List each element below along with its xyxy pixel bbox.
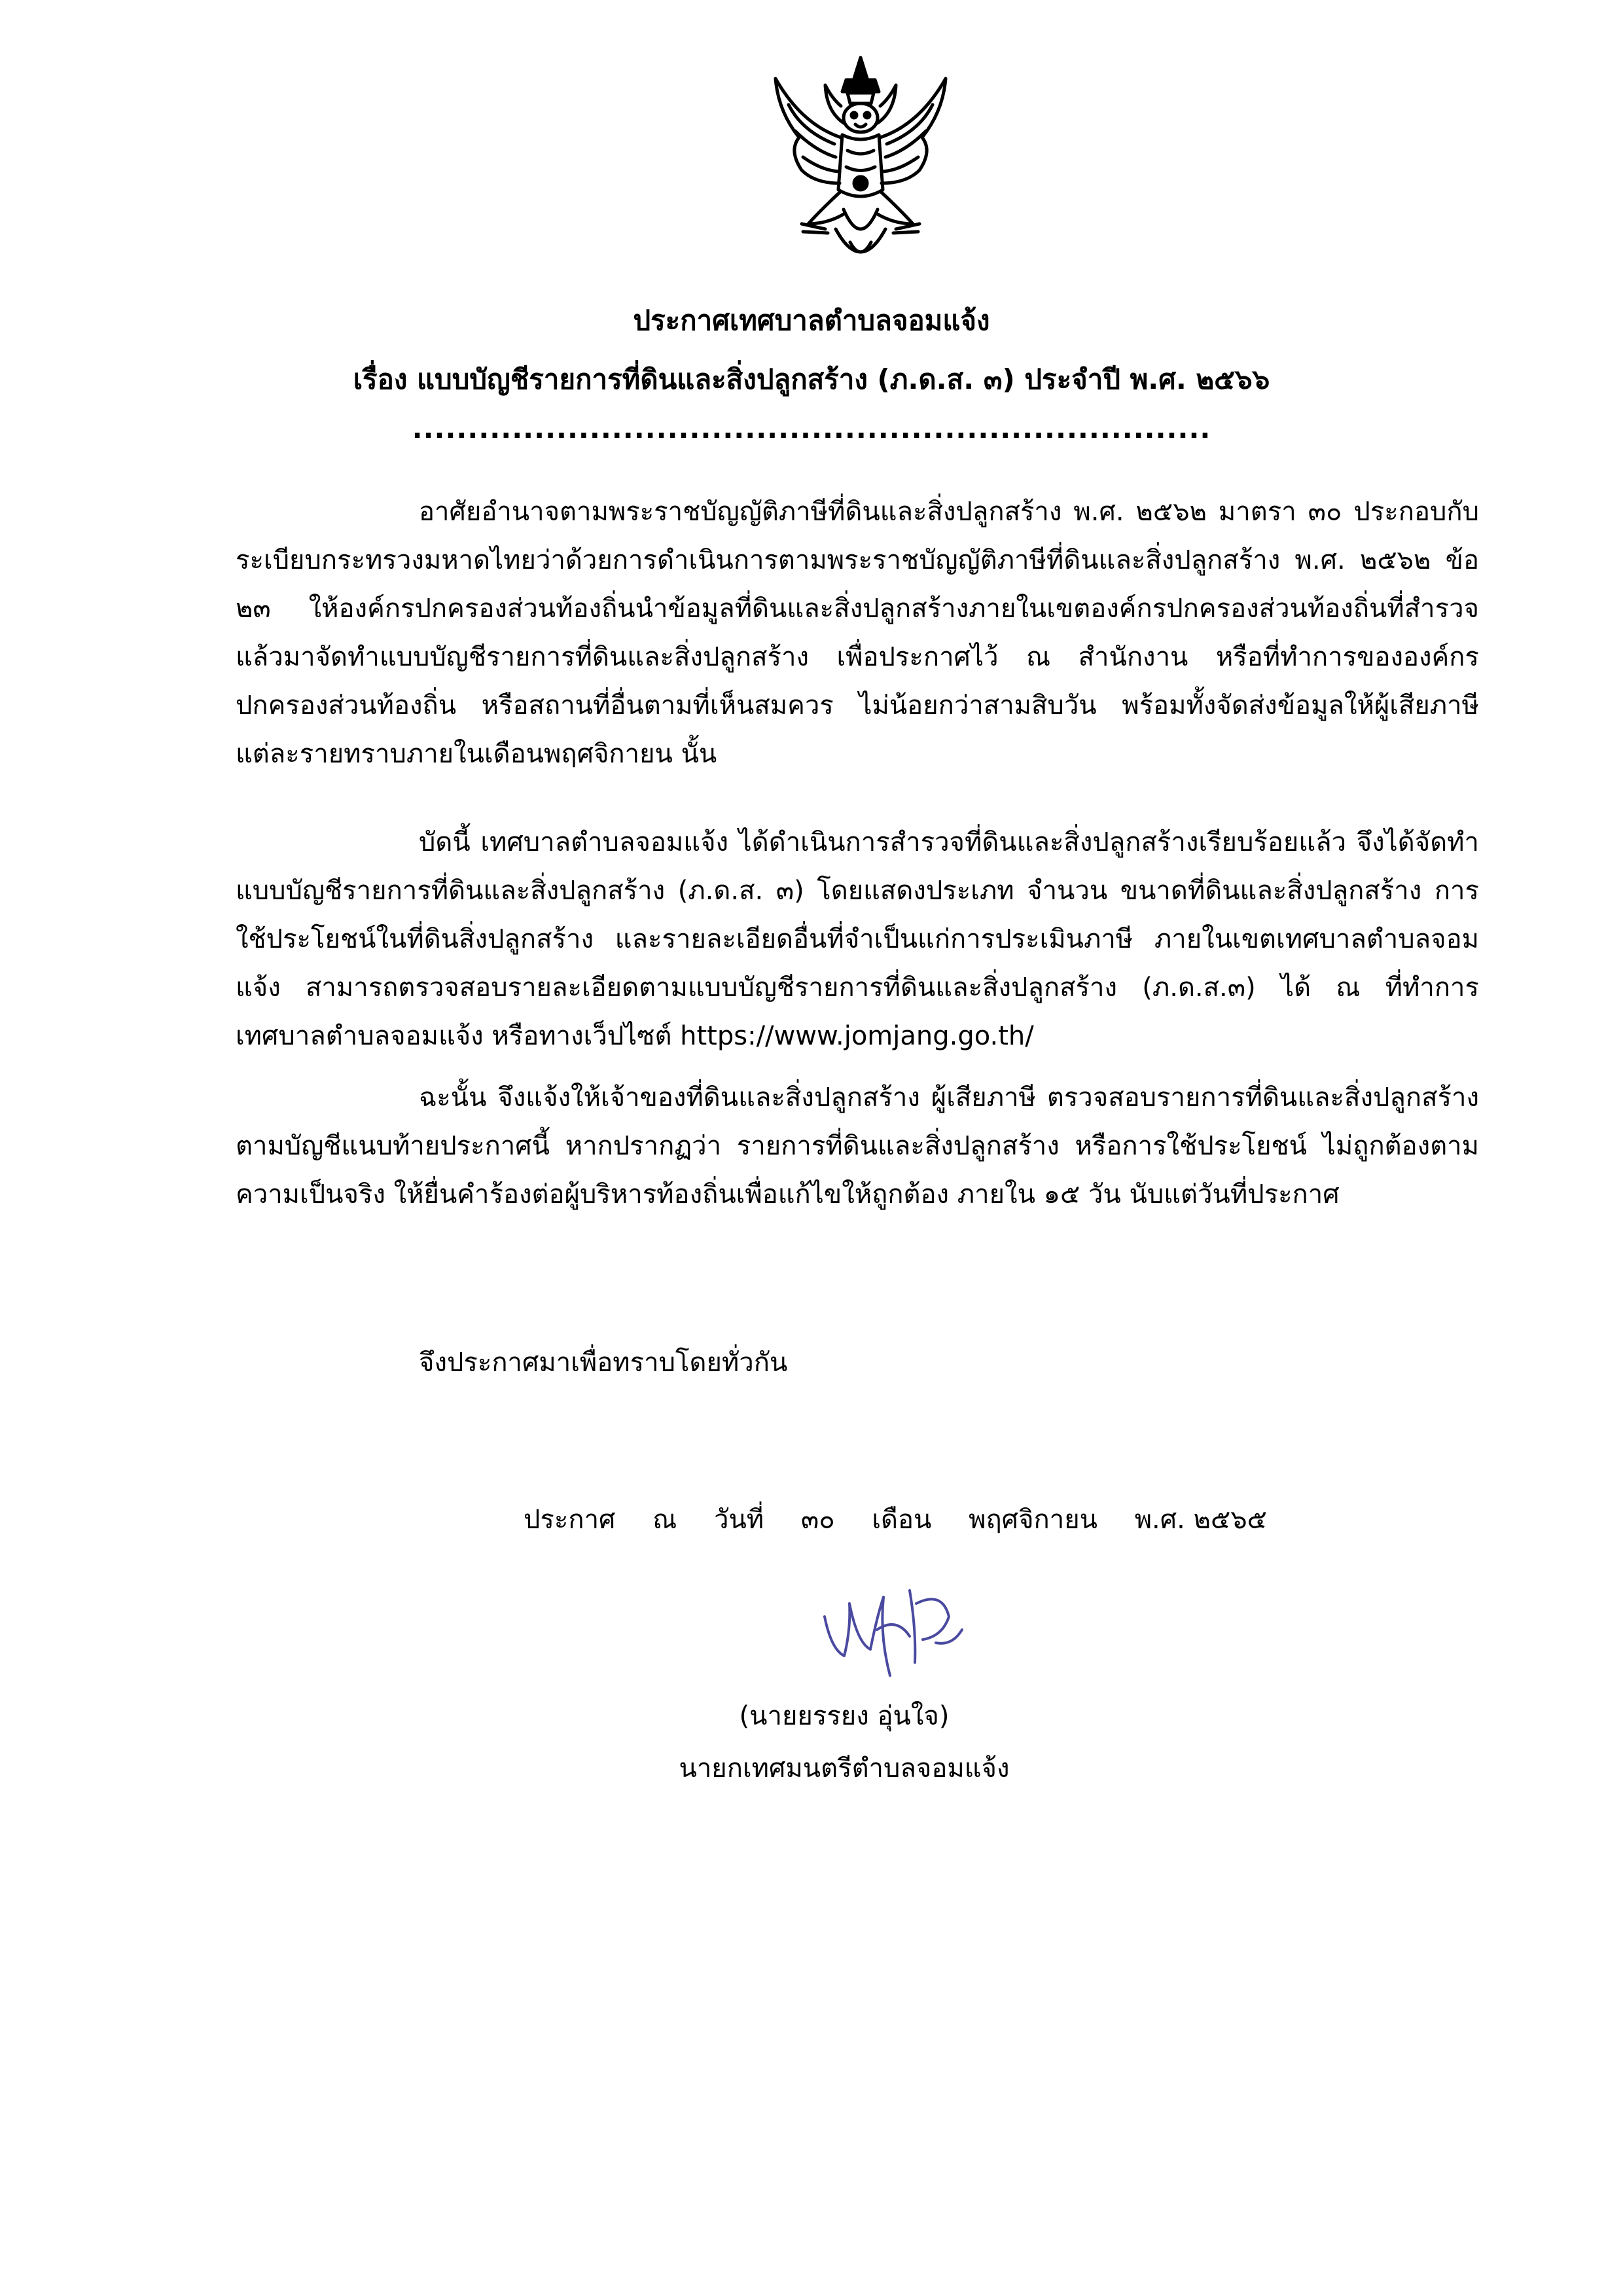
date-prefix: ประกาศ [524,1505,616,1535]
title-divider: ........................................................................ [412,412,1211,444]
announcement-date [524,1496,1267,1544]
garuda-emblem-icon [762,52,959,275]
date-day-label: วันที่ [713,1505,764,1535]
date-at: ณ [652,1505,677,1535]
signer-name: (นายยรรยง อุ่นใจ) [739,1701,950,1731]
signature-icon [812,1577,982,1689]
announcement-subject: เรื่อง แบบบัญชีรายการที่ดินและสิ่งปลูกสร้าง (ภ.ด.ส. ๓) ประจำปี พ.ศ. ๒๕๖๖ [353,363,1270,395]
date-year: พ.ศ. ๒๕๖๕ [1134,1505,1267,1535]
signer-position: นายกเทศมนตรีตำบลจอมแจ้ง [679,1753,1010,1784]
closing-statement: จึงประกาศมาเพื่อทราบโดยทั่วกัน [419,1348,788,1378]
paragraph-notice: ฉะนั้น จึงแจ้งให้เจ้าของที่ดินและสิ่งปลูกสร้าง ผู้เสียภาษี ตรวจสอบรายการที่ดินและสิ่งปลูกสร้าง ตามบัญชีแนบท้ายประกาศนี้ หากปรากฏว่า รายการที่ดินและสิ่งปลูกสร้าง หรือการใช้ประโยชน์ ไม่ถูกต้องตามความเป็นจริง ให้ยื่นคำร้องต่อผู้บริหารท้องถิ่นเพื่อแก้ไขให้ถูกต้อง ภายใน ๑๕ วัน นับแต่วันที่ประกาศ [236,1083,1479,1210]
paragraph-survey: บัดนี้ เทศบาลตำบลจอมแจ้ง ได้ดำเนินการสำรวจที่ดินและสิ่งปลูกสร้างเรียบร้อยแล้ว จึงได้จัดทำแบบบัญชีรายการที่ดินและสิ่งปลูกสร้าง (ภ.ด.ส. ๓) โดยแสดงประเภท จำนวน ขนาดที่ดินและสิ่งปลูกสร้าง การใช้ประโยชน์ในที่ดินสิ่งปลูกสร้าง และรายละเอียดอื่นที่จำเป็นแก่การประเมินภาษี ภายในเขตเทศบาลตำบลจอมแจ้ง สามารถตรวจสอบรายละเอียดตามแบบบัญชีรายการที่ดินและสิ่งปลูกสร้าง (ภ.ด.ส.๓) ได้ ณ ที่ทำการเทศบาลตำบลจอมแจ้ง หรือทางเว็ปไซต์ https://www.jomjang.go.th/ [236,827,1479,1051]
date-month: พฤศจิกายน [969,1505,1097,1535]
announcement-title: ประกาศเทศบาลตำบลจอมแจ้ง [633,304,990,336]
paragraph-authority: อาศัยอำนาจตามพระราชบัญญัติภาษีที่ดินและสิ่งปลูกสร้าง พ.ศ. ๒๕๖๒ มาตรา ๓๐ ประกอบกับระเบียบกระทรวงมหาดไทยว่าด้วยการดำเนินการตามพระราชบัญญัติภาษีที่ดินและสิ่งปลูกสร้าง พ.ศ. ๒๕๖๒ ข้อ ๒๓ ให้องค์กรปกครองส่วนท้องถิ่นนำข้อมูลที่ดินและสิ่งปลูกสร้างภายในเขตองค์กรปกครองส่วนท้องถิ่นที่สำรวจแล้วมาจัดทำแบบบัญชีรายการที่ดินและสิ่งปลูกสร้าง เพื่อประกาศไว้ ณ สำนักงาน หรือที่ทำการขององค์กรปกครองส่วนท้องถิ่น หรือสถานที่อื่นตามที่เห็นสมควร ไม่น้อยกว่าสามสิบวัน พร้อมทั้งจัดส่งข้อมูลให้ผู้เสียภาษีแต่ละรายทราบภายในเดือนพฤศจิกายน นั้น [236,497,1479,769]
date-month-label: เดือน [872,1505,932,1535]
date-day: ๓๐ [800,1505,835,1535]
